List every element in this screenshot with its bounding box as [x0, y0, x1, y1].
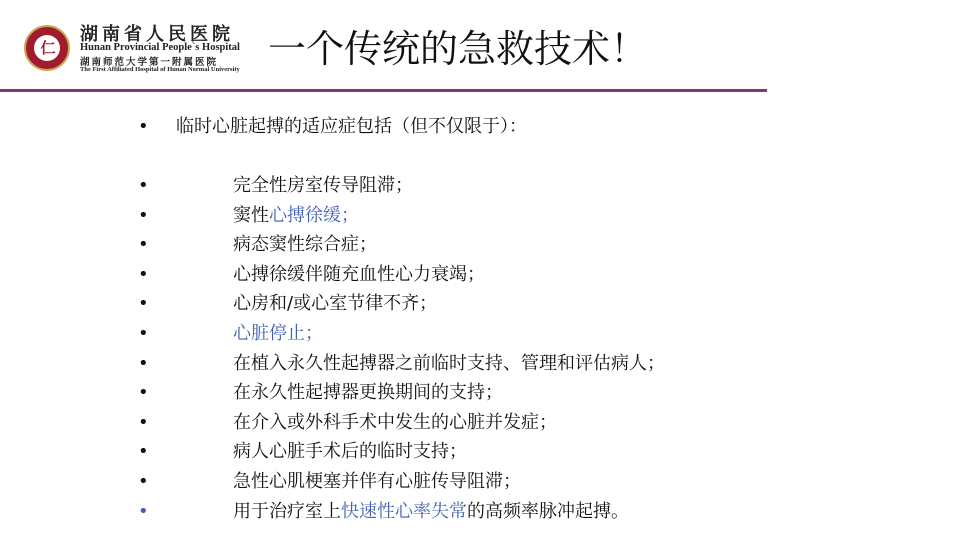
item-text-segment: 在植入永久性起搏器之前临时支持、管理和评估病人；	[233, 352, 665, 374]
list-item	[138, 409, 838, 437]
list-item-text	[233, 468, 521, 496]
bullet-icon: •	[138, 471, 149, 492]
intro-text: 临时心脏起搏的适应症包括（但不仅限于）：	[176, 116, 527, 137]
hyperlink-text[interactable]: 心搏徐缓；	[269, 204, 359, 226]
list-item-text	[233, 172, 413, 200]
indication-list	[138, 172, 838, 532]
item-text-segment: 完全性房室传导阻滞；	[233, 175, 413, 196]
list-item-text	[233, 379, 503, 407]
bullet-icon: •	[138, 293, 149, 315]
list-item	[138, 202, 838, 230]
bullet-icon: •	[138, 204, 149, 226]
logo-sub-en: The First Affiliated Hospital of Hunan Normal University	[80, 66, 240, 73]
hyperlink-text[interactable]: 快速性心率失常	[341, 500, 467, 522]
bullet-icon: •	[138, 175, 149, 196]
item-text-segment: 心房和/或心室节律不齐；	[233, 293, 438, 315]
list-item	[138, 468, 838, 496]
item-text-segment: 的高频率脉冲起搏。	[467, 500, 629, 522]
bullet-icon: •	[138, 263, 149, 285]
slide-title: 一个传统的急救技术！	[268, 27, 649, 71]
hospital-seal-icon: 仁	[24, 25, 70, 71]
item-text-segment: 心搏徐缓伴随充血性心力衰竭；	[233, 263, 485, 285]
item-text-segment: 在介入或外科手术中发生的心脏并发症；	[233, 411, 557, 433]
list-item	[138, 172, 838, 200]
list-item-text	[233, 261, 485, 289]
bullet-icon: •	[138, 500, 149, 522]
title-divider	[0, 89, 767, 92]
bullet-icon: •	[138, 411, 149, 433]
list-item	[138, 438, 838, 466]
bullet-icon: •	[138, 323, 149, 344]
bullet-icon: •	[138, 116, 149, 137]
list-item	[138, 290, 838, 318]
bullet-icon: •	[138, 352, 149, 374]
list-item-text	[233, 498, 629, 526]
list-item	[138, 261, 838, 289]
list-item	[138, 498, 838, 526]
bullet-icon: •	[138, 382, 149, 404]
list-item-text	[233, 290, 437, 318]
list-item-text	[233, 409, 557, 437]
item-text-segment: 急性心肌梗塞并伴有心脏传导阻滞；	[233, 471, 521, 492]
item-text-segment: 用于治疗室上	[233, 500, 341, 522]
list-item	[138, 320, 838, 348]
list-item	[138, 350, 838, 378]
item-text-segment: 病人心脏手术后的临时支持；	[233, 441, 467, 463]
logo-sub-cn: 湖南师范大学第一附属医院	[80, 57, 219, 68]
list-item	[138, 231, 838, 259]
item-text-segment: 病态窦性综合症；	[233, 234, 377, 256]
bullet-icon: •	[138, 441, 149, 463]
list-item-text	[233, 350, 665, 378]
item-text-segment: 窦性	[233, 204, 269, 226]
item-text-segment: 在永久性起搏器更换期间的支持；	[233, 382, 503, 404]
hyperlink-text[interactable]: 心脏停止；	[233, 323, 323, 344]
list-item-text	[233, 320, 323, 348]
hospital-logo	[22, 18, 272, 76]
list-item-text	[233, 231, 377, 259]
logo-name-en: Hunan Provincial People`s Hospital	[80, 42, 240, 53]
list-item	[138, 379, 838, 407]
logo-name-cn: 湖南省人民医院	[80, 24, 234, 45]
list-item-text	[233, 202, 359, 230]
bullet-icon: •	[138, 234, 149, 256]
list-item-text	[233, 438, 467, 466]
